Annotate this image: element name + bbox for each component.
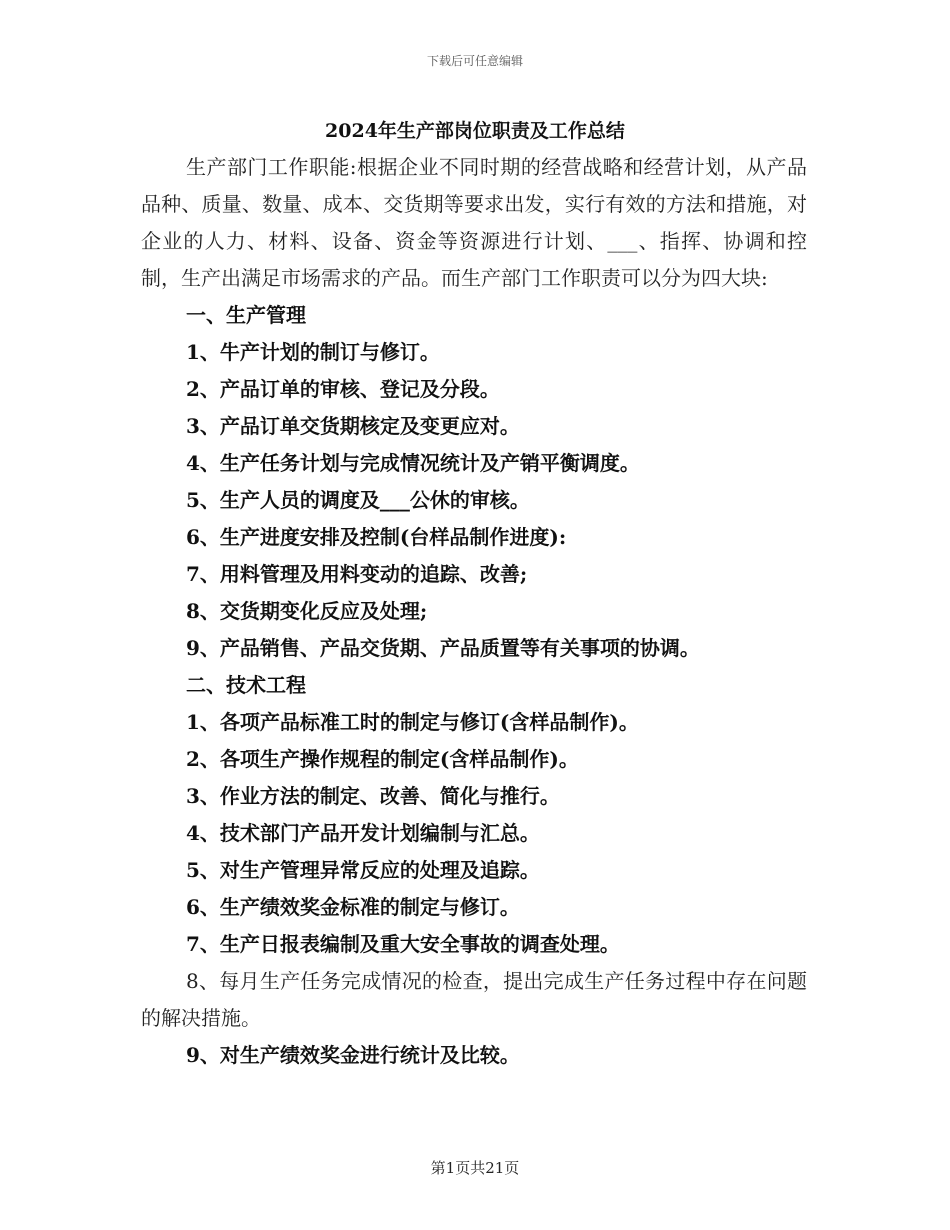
list-item: 2、产品订单的审核、登记及分段。 <box>186 377 500 401</box>
list-item: 7、生产日报表编制及重大安全事故的调查处理。 <box>186 932 620 956</box>
document-body <box>141 149 807 1074</box>
list-item-paragraph: 8、每月生产任务完成情况的检查，提出完成生产任务过程中存在问题的解决措施。 <box>141 969 807 1030</box>
header-note: 下载后可任意编辑 <box>426 54 523 68</box>
page-footer: 第1页共21页 <box>430 1159 520 1177</box>
list-item: 9、产品销售、产品交货期、产品质置等有关事项的协调。 <box>186 636 700 660</box>
list-item: 8、交货期变化反应及处理; <box>186 599 428 623</box>
list-item: 1、牛产计划的制订与修订。 <box>186 340 440 364</box>
intro-paragraph: 生产部门工作职能:根据企业不同时期的经营战略和经营计划，从产品品种、质量、数量、成本、交货期等要求出发，实行有效的方法和措施，对企业的人力、材料、设备、资金等资源进行计划、___、指挥、协调和控制，生产出满足市场需求的产品。而生产部门工作职责可以分为四大块: <box>141 155 807 290</box>
list-item: 4、技术部门产品开发计划编制与汇总。 <box>186 821 540 845</box>
list-item: 2、各项生产操作规程的制定(含样品制作)。 <box>186 747 579 771</box>
list-item: 6、生产绩效奖金标准的制定与修订。 <box>186 895 520 919</box>
section-heading-production: 一、生产管理 <box>186 303 306 327</box>
section-heading-technical: 二、技术工程 <box>186 673 306 697</box>
list-item: 5、生产人员的调度及___公休的审核。 <box>186 488 530 512</box>
list-item: 3、作业方法的制定、改善、简化与推行。 <box>186 784 560 808</box>
document-title: 2024年生产部岗位职责及工作总结 <box>325 120 625 142</box>
list-item: 5、对生产管理异常反应的处理及追踪。 <box>186 858 540 882</box>
list-item: 6、生产进度安排及控制(台样品制作进度): <box>186 525 567 549</box>
list-item: 9、对生产绩效奖金进行统计及比较。 <box>186 1043 520 1067</box>
list-item: 1、各项产品标准工时的制定与修订(含样品制作)。 <box>186 710 639 734</box>
list-item: 3、产品订单交货期核定及变更应对。 <box>186 414 520 438</box>
list-item: 7、用料管理及用料变动的追踪、改善; <box>186 562 528 586</box>
list-item: 4、生产任务计划与完成情况统计及产销平衡调度。 <box>186 451 640 475</box>
